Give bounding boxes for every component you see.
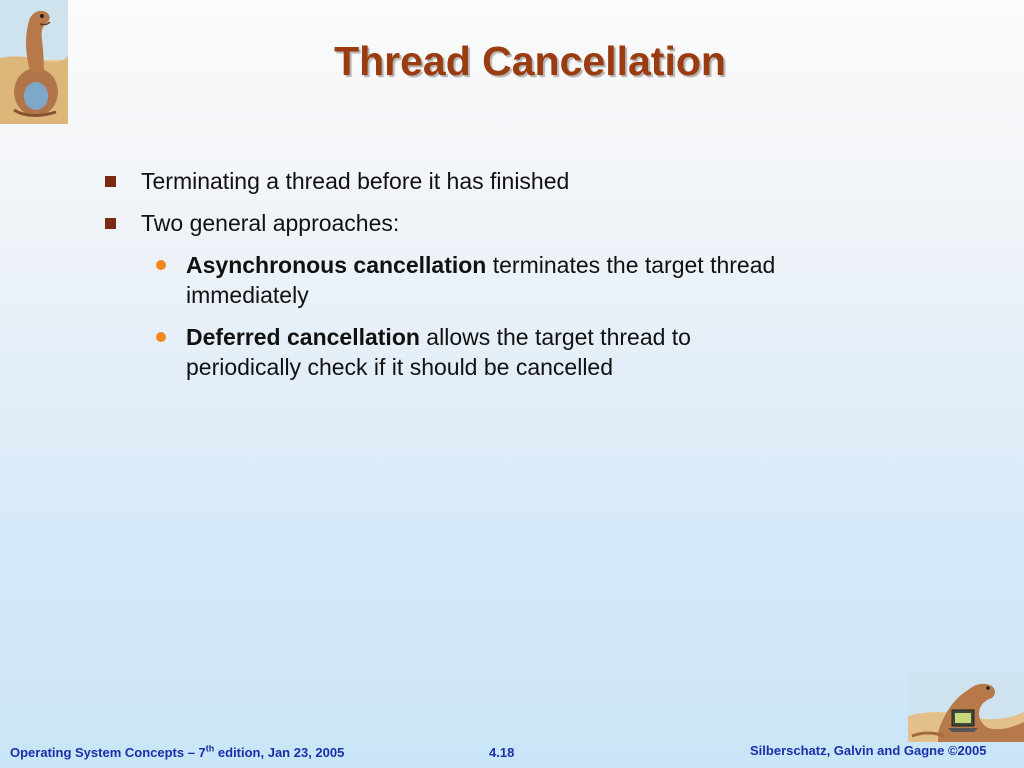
square-bullet-icon bbox=[105, 176, 116, 187]
bullet-item bbox=[100, 208, 800, 238]
slide-title: Thread Cancellation bbox=[334, 38, 726, 84]
bullet-text: Terminating a thread before it has finished bbox=[141, 168, 570, 194]
subbullet-term: Asynchronous cancellation bbox=[186, 252, 487, 278]
subbullet-item bbox=[186, 250, 776, 310]
bullet-text: Two general approaches: bbox=[141, 210, 400, 236]
dinosaur-logo-icon bbox=[0, 0, 68, 124]
subbullet-text: allows the target thread to periodically check if it should be cancelled bbox=[186, 324, 691, 380]
footer-page-number: 4.18 bbox=[489, 745, 515, 760]
subbullet-term: Deferred cancellation bbox=[186, 324, 420, 350]
round-bullet-icon bbox=[156, 332, 166, 342]
subbullet-text: terminates the target thread immediately bbox=[186, 252, 776, 308]
round-bullet-icon bbox=[156, 260, 166, 270]
dinosaur-laptop-icon bbox=[908, 672, 1024, 742]
subbullet-item bbox=[186, 322, 776, 382]
square-bullet-icon bbox=[105, 218, 116, 229]
footer-copyright: Silberschatz, Galvin and Gagne ©2005 bbox=[750, 743, 987, 758]
content-list bbox=[100, 166, 800, 394]
bullet-item bbox=[100, 166, 800, 196]
footer-course-info: Operating System Concepts – 7th edition, Jan 23, 2005 bbox=[10, 743, 345, 760]
